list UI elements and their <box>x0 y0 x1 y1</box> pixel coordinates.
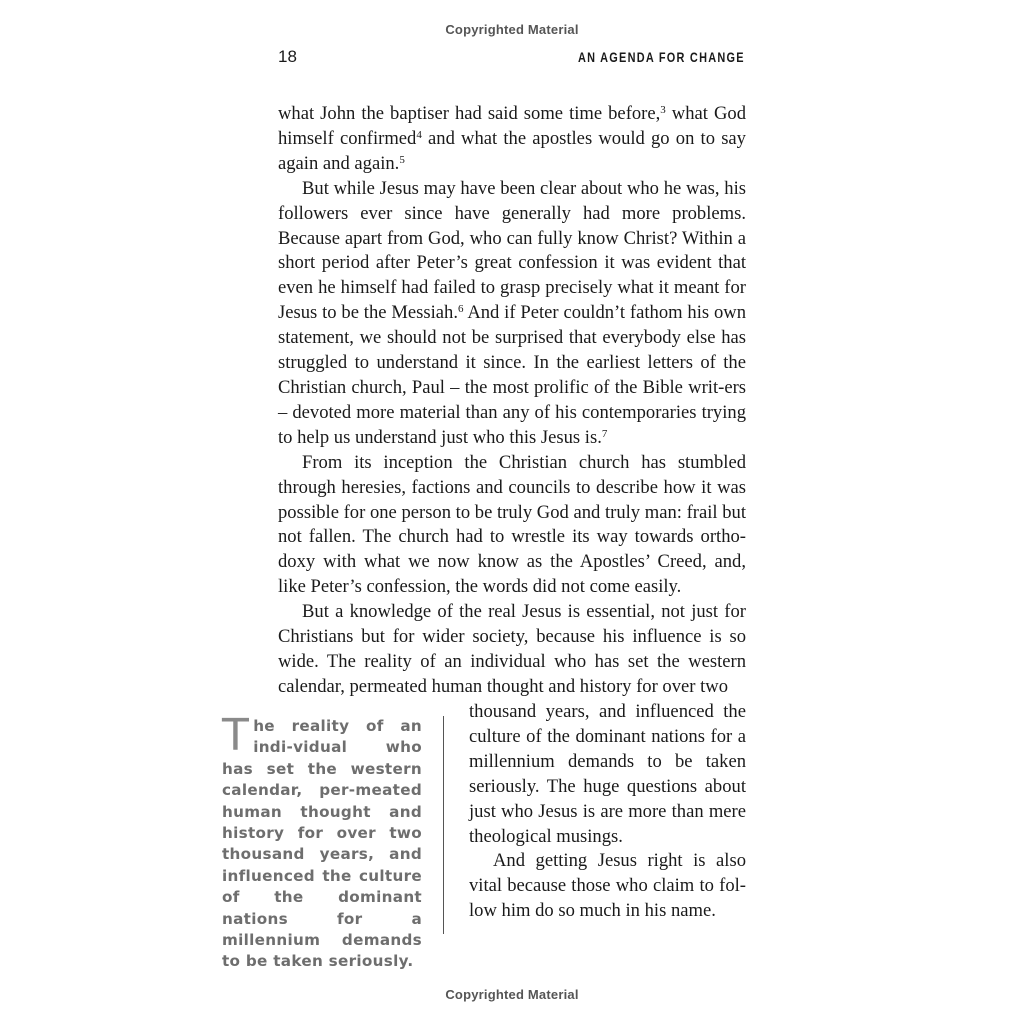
running-head: AN AGENDA FOR CHANGE <box>578 49 745 65</box>
paragraph-4-continued: thousand years, and influenced the culture of the dominant nations for a millennium demands to be taken seriously. The huge questions about just who Jesus is are more than mere theological musings. <box>469 701 746 847</box>
footnote-ref: 6 <box>458 303 464 316</box>
copyright-notice-bottom: Copyrighted Material <box>445 987 579 1002</box>
paragraph-5: And getting Jesus right is also vital because those who claim to fol-low him do so much in his name. <box>469 850 746 922</box>
paragraph-4-wide: But a knowledge of the real Jesus is essential, not just for Christians but for wider society, because his influence is so wide. The reality of an individual who has set the western calendar, permeated human thought and history for over two <box>278 601 746 697</box>
footnote-ref: 3 <box>660 104 666 116</box>
body-text <box>278 102 746 700</box>
paragraph-3: From its inception the Christian church has stumbled through heresies, factions and councils to describe how it was possible for one person to be truly God and truly man: frail but not fallen. The church had to wrestle its way towards ortho-doxy with what we now know as the Apostles’ Creed, and, like Peter’s confession, the words did not come easily. <box>278 451 746 598</box>
footnote-ref: 7 <box>601 427 608 440</box>
paragraph-2: But while Jesus may have been clear about who he was, his followers ever since have generally had more problems. Because apart from God, who can fully know Christ? Within a short period after Peter’s great confession it was evident that even he himself had failed to grasp precisely what it meant for Jesus to be the Messiah.$^6$ And if Peter couldn’t fathom his own statement, we should not be surprised that everybody else has struggled to understand it since. In the earliest letters of the Christian church, Paul – the most prolific of the Bible writ-ers – devoted more material than any of his contemporaries trying to help us understand just who this Jesus is.$^7$ <box>278 177 746 448</box>
paragraph-1: what John the baptiser had said some time before,$^3$ what God himself confirmed$^4$ and what the apostles would go on to say again and again.$^5$ <box>278 103 746 174</box>
copyright-notice-top: Copyrighted Material <box>445 22 579 37</box>
body-text-narrow-column <box>469 700 746 924</box>
footnote-ref: 4 <box>416 128 422 141</box>
pull-quote-divider <box>443 716 444 934</box>
pull-quote <box>222 710 422 973</box>
page-number: 18 <box>278 47 297 66</box>
pull-quote-dropcap: T <box>222 710 250 761</box>
footnote-ref: 5 <box>399 153 405 166</box>
pull-quote-text: he reality of an indi-vidual who has set the western calendar, per-meated human thought and history for over two thousand years, and influenced the culture of the dominant nations for a millennium demands to be taken seriously. <box>222 717 422 971</box>
